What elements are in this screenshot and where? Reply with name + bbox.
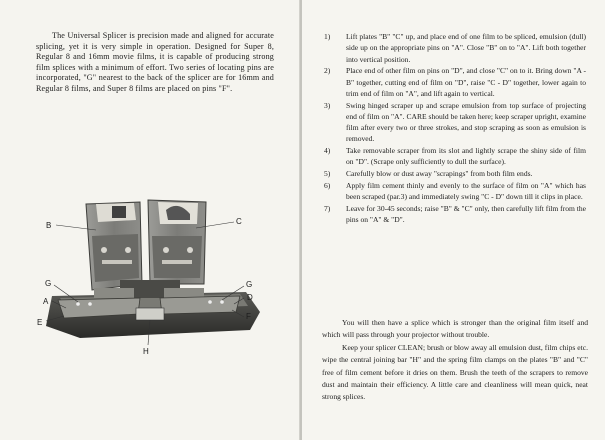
step-number: 2) xyxy=(324,66,331,76)
step-4 xyxy=(324,145,586,168)
closing-paragraphs xyxy=(322,317,588,404)
label-b: B xyxy=(46,221,52,230)
step-number: 7) xyxy=(324,203,331,213)
joining-bar-h xyxy=(136,308,164,320)
label-g-right: G xyxy=(246,280,253,289)
step-text: Carefully blow or dust away "scrapings" from both film ends. xyxy=(346,169,533,178)
label-g-left: G xyxy=(45,279,52,288)
label-f-right: F xyxy=(246,312,251,321)
closing-paragraph-1: You will then have a splice which is stronger than the original film itself and which will pass through your projector without trouble. xyxy=(322,318,588,340)
label-c: C xyxy=(236,217,242,226)
step-text: Place end of other film on pins on "D", and close "C" on to it. Bring down "A - B" together, cutting end of film on "D", raise "C - D" together, lower again to trim end of film on "A", and lift again to vertical. xyxy=(346,66,586,98)
step-text: Leave for 30-45 seconds; raise "B" & "C" only, then carefully lift film from the pins on "A" & "D". xyxy=(346,203,586,224)
step-5 xyxy=(324,168,586,179)
step-2 xyxy=(324,65,586,99)
step-text: Take removable scraper from its slot and lightly scrape the shiny side of film on "D". (Scrape only sufficiently to dull the surface). xyxy=(346,146,586,167)
step-7 xyxy=(324,203,586,226)
splicer-photo xyxy=(0,180,300,360)
step-number: 3) xyxy=(324,100,331,110)
step-number: 4) xyxy=(324,146,331,155)
label-d: D xyxy=(247,293,253,302)
step-1 xyxy=(324,31,586,65)
step-text: Lift plates "B" "C" up, and place end of one film to be spliced, emulsion (dull) side up on the appropriate pins on "A". Close "B" on to "A". Lift both together into vertical position. xyxy=(346,32,586,64)
left-page xyxy=(0,0,300,440)
splicer-illustration xyxy=(0,180,300,360)
step-text: Apply film cement thinly and evenly to the surface of film on "A" which has been scraped (par.3) and immediately swing "C - D" down till it clips in place. xyxy=(346,180,586,201)
label-h: H xyxy=(143,347,149,356)
step-6 xyxy=(324,180,586,203)
closing-paragraph-2: Keep your splicer CLEAN; brush or blow away all emulsion dust, film chips etc. wipe the central joining bar "H" and the spring film clamps on the plates "B" and "C" free of film cement before it dries on them. Brush the teeth of the scrapers to remove dust and maintain their efficiency. A little care and cleanliness will mean quick, neat strong splices. xyxy=(322,342,588,402)
step-number: 6) xyxy=(324,180,331,190)
intro-text: The Universal Splicer is precision made and aligned for accurate splicing, yet it is very simple in operation. Designed for Super 8, Regular 8 and 16mm movie films, it is capable of producing strong film splices with a minimum of effort. Two series of locating pins are incorporated, "G" nearest to the back of the splicer are for 16mm and Regular 8 films, and Super 8 films are placed on pins "F". xyxy=(36,31,274,93)
instruction-steps xyxy=(324,31,586,226)
right-page xyxy=(302,0,605,440)
intro-paragraph xyxy=(36,31,274,95)
step-3 xyxy=(324,100,586,145)
label-a: A xyxy=(43,297,49,306)
step-number: 5) xyxy=(324,169,331,178)
step-number: 1) xyxy=(324,32,331,41)
label-e: E xyxy=(37,318,43,327)
step-text: Swing hinged scraper up and scrape emulsion from top surface of projecting end of film on "A". CARE should be taken here; keep scraper upright, examine film after every two or three strokes, and stop scraping as soon as emulsion is removed. xyxy=(346,100,586,144)
